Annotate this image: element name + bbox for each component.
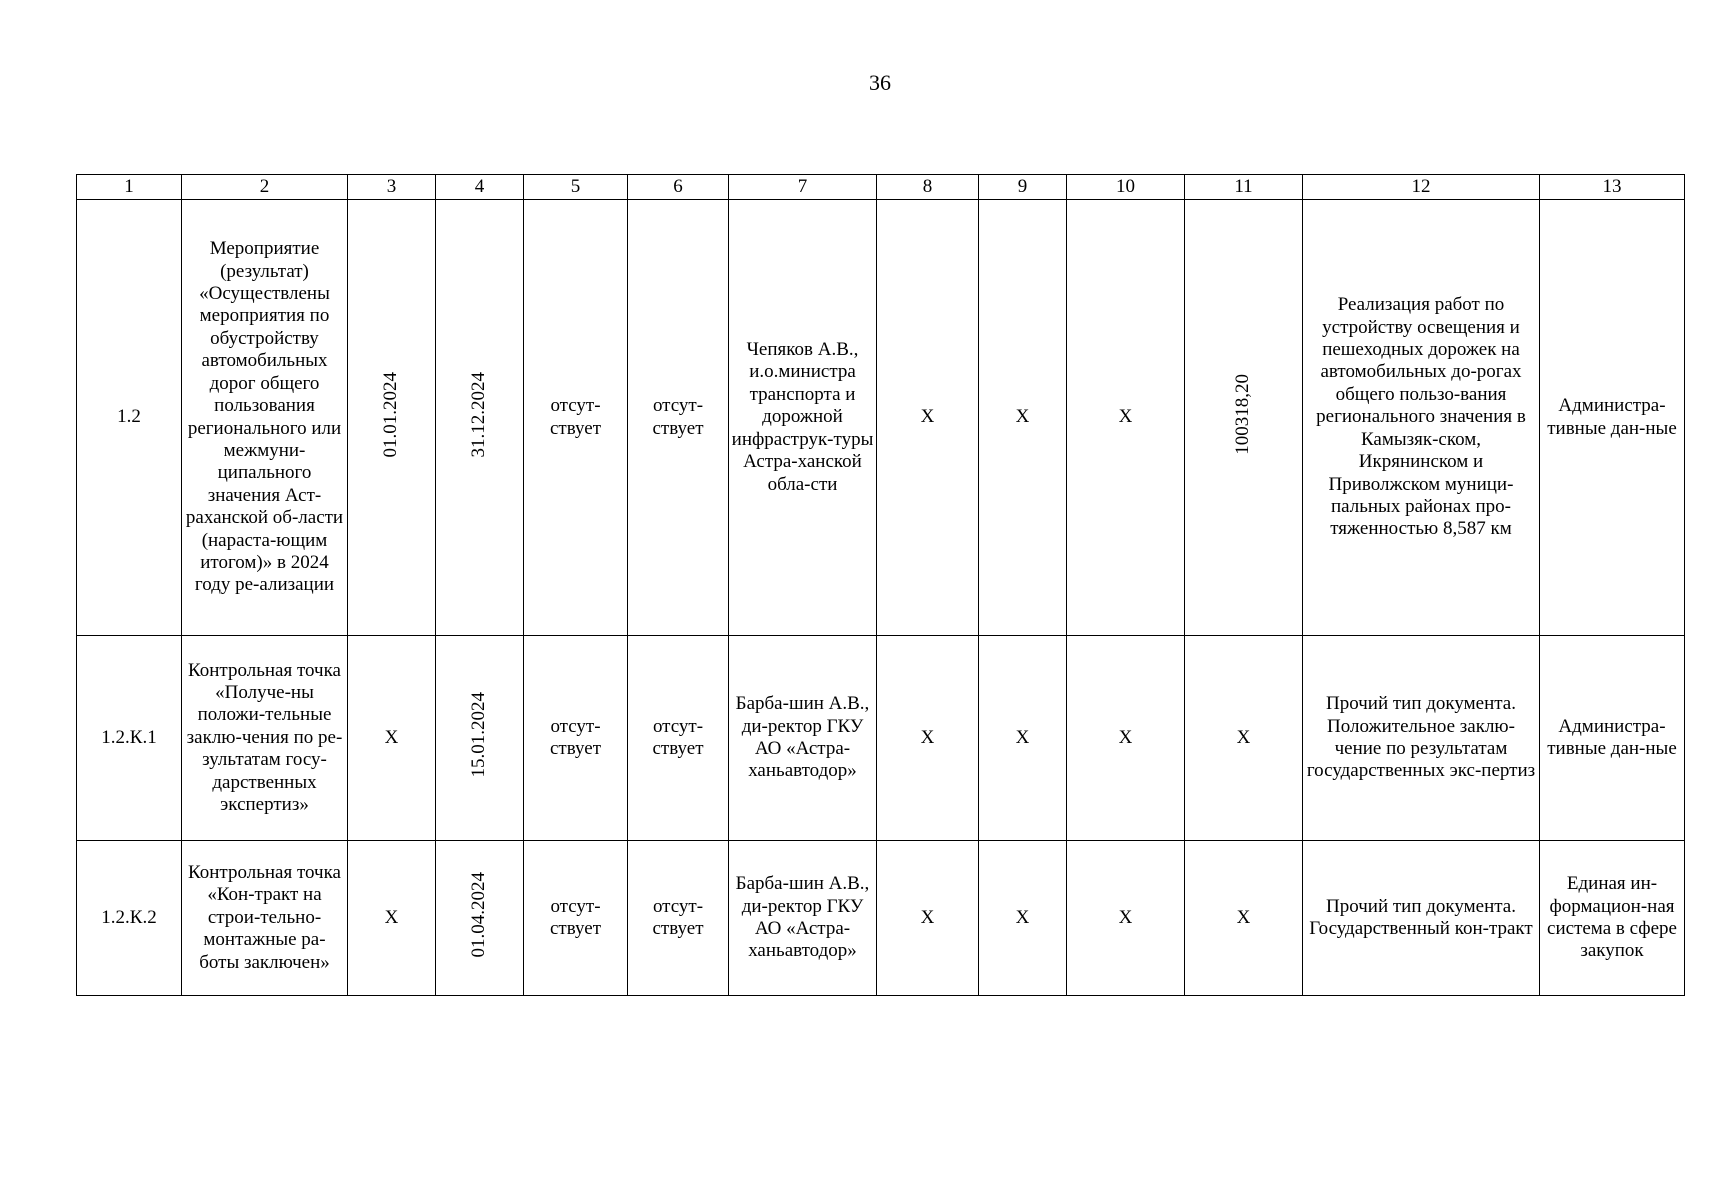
header-cell: 3 xyxy=(348,175,436,200)
responsible-cell: Барба-шин А.В., ди-ректор ГКУ АО «Астра-ханьавтодор» xyxy=(729,636,877,841)
table-row xyxy=(77,636,1685,841)
header-cell: 2 xyxy=(182,175,348,200)
row-number: 1.2 xyxy=(77,200,182,636)
header-cell: 10 xyxy=(1067,175,1185,200)
col5-cell: отсут-ствует xyxy=(524,200,628,636)
col5-cell: отсут-ствует xyxy=(524,841,628,996)
header-cell: 4 xyxy=(436,175,524,200)
header-cell: 6 xyxy=(628,175,729,200)
header-cell: 5 xyxy=(524,175,628,200)
end-date xyxy=(436,841,524,996)
description-cell: Реализация работ по устройству освещения и пешеходных дорожек на автомобильных до-рогах общего пользо-вания регионального значения в Камызяк-ском, Икрянинском и Приволжском муници-пальных районах про-тяженностью 8,587 км xyxy=(1303,200,1540,636)
start-date xyxy=(348,200,436,636)
event-name: Контрольная точка «Получе-ны положи-тельные заклю-чения по ре-зультатам госу-дарственных экспертиз» xyxy=(182,636,348,841)
col9-cell: X xyxy=(979,841,1067,996)
event-name: Контрольная точка «Кон-тракт на строи-тельно-монтажные ра-боты заключен» xyxy=(182,841,348,996)
description-cell: Прочий тип документа. Государственный кон-тракт xyxy=(1303,841,1540,996)
col11-cell: X xyxy=(1185,841,1303,996)
end-date xyxy=(436,200,524,636)
col11-text: 100318,20 xyxy=(1232,373,1254,455)
col8-cell: X xyxy=(877,636,979,841)
col6-cell: отсут-ствует xyxy=(628,200,729,636)
source-cell: Администра-тивные дан-ные xyxy=(1540,200,1685,636)
col9-cell: X xyxy=(979,200,1067,636)
col6-cell: отсут-ствует xyxy=(628,636,729,841)
col10-cell: X xyxy=(1067,200,1185,636)
end-date-text: 15.01.2024 xyxy=(468,692,490,778)
page-number: 36 xyxy=(869,70,891,95)
col11-cell xyxy=(1185,200,1303,636)
source-cell: Единая ин-формацион-ная система в сфере закупок xyxy=(1540,841,1685,996)
header-cell: 13 xyxy=(1540,175,1685,200)
header-cell: 1 xyxy=(77,175,182,200)
responsible-cell: Чепяков А.В., и.о.министра транспорта и дорожной инфраструк-туры Астра-ханской обла-сти xyxy=(729,200,877,636)
row-number: 1.2.К.2 xyxy=(77,841,182,996)
description-cell: Прочий тип документа. Положительное заклю-чение по результатам государственных экс-пертиз xyxy=(1303,636,1540,841)
end-date-text: 01.04.2024 xyxy=(468,872,490,958)
row-number: 1.2.К.1 xyxy=(77,636,182,841)
header-cell: 11 xyxy=(1185,175,1303,200)
table-row xyxy=(77,841,1685,996)
start-date-text: 01.01.2024 xyxy=(380,371,402,458)
col10-cell: X xyxy=(1067,636,1185,841)
header-cell: 9 xyxy=(979,175,1067,200)
end-date-text: 31.12.2024 xyxy=(468,371,490,458)
col5-cell: отсут-ствует xyxy=(524,636,628,841)
start-date: X xyxy=(348,841,436,996)
col6-cell: отсут-ствует xyxy=(628,841,729,996)
source-cell: Администра-тивные дан-ные xyxy=(1540,636,1685,841)
plan-table xyxy=(76,174,1685,996)
responsible-cell: Барба-шин А.В., ди-ректор ГКУ АО «Астра-ханьавтодор» xyxy=(729,841,877,996)
end-date xyxy=(436,636,524,841)
col11-cell: X xyxy=(1185,636,1303,841)
col9-cell: X xyxy=(979,636,1067,841)
header-row xyxy=(77,175,1685,200)
table-row xyxy=(77,200,1685,636)
event-name: Мероприятие (результат) «Осуществлены мероприятия по обустройству автомобильных дорог общего пользования регионального или межмуни-ципального значения Аст-раханской об-ласти (нараста-ющим итогом)» в 2024 году ре-ализации xyxy=(182,200,348,636)
header-cell: 12 xyxy=(1303,175,1540,200)
header-cell: 8 xyxy=(877,175,979,200)
start-date: X xyxy=(348,636,436,841)
col10-cell: X xyxy=(1067,841,1185,996)
col8-cell: X xyxy=(877,200,979,636)
col8-cell: X xyxy=(877,841,979,996)
header-cell: 7 xyxy=(729,175,877,200)
